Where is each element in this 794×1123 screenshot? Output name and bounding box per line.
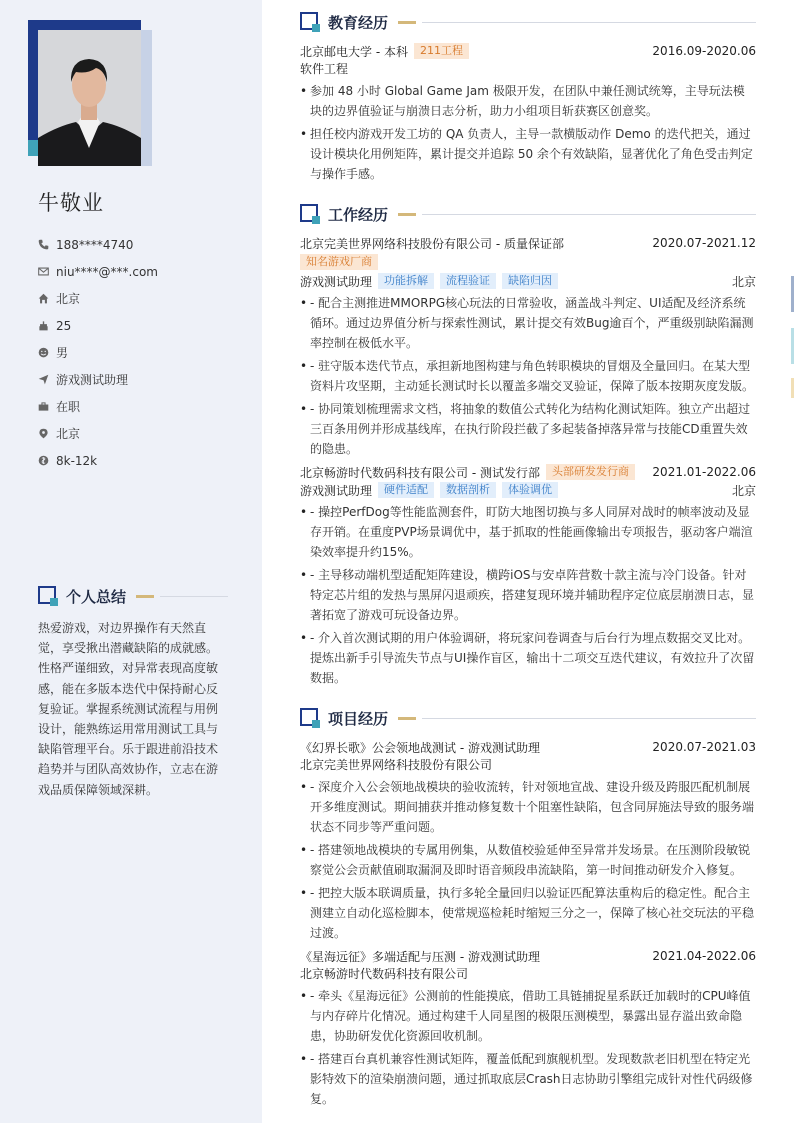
section-divider — [422, 22, 756, 23]
info-text: 北京 — [56, 427, 81, 441]
info-text: 在职 — [56, 400, 81, 414]
info-target-role — [38, 366, 248, 393]
company-tag: 知名游戏厂商 — [300, 254, 378, 270]
info-home — [38, 285, 248, 312]
job-bullets — [300, 293, 756, 459]
job-header — [300, 234, 756, 252]
send-icon — [38, 374, 56, 385]
section-header — [300, 204, 756, 224]
section-header — [38, 586, 228, 606]
info-text: 男 — [56, 346, 69, 360]
skill-tag: 功能拆解 — [378, 273, 434, 289]
project-header — [300, 738, 756, 756]
section-divider — [160, 596, 228, 597]
project-name: 《幻界长歌》公会领地战测试 - 游戏测试助理 — [300, 740, 540, 755]
cake-icon — [38, 320, 56, 331]
phone-icon — [38, 239, 56, 250]
section-divider — [422, 718, 756, 719]
page-edge-markers — [789, 0, 794, 1123]
section-title: 个人总结 — [66, 587, 127, 606]
section-title: 工作经历 — [328, 205, 389, 224]
profile-photo — [38, 30, 141, 166]
list-item: • - 配合主测推进MMORPG核心玩法的日常验收，涵盖战斗判定、UI适配及经济系统循环。通过边界值分析与探索性测试，累计提交有效Bug逾百个，严重级别缺陷漏测率控制在极低水平。 — [300, 293, 756, 353]
section-header — [300, 12, 756, 32]
avatar — [28, 20, 152, 166]
section-divider — [422, 214, 756, 215]
list-item: • 参加 48 小时 Global Game Jam 极限开发，在团队中兼任测试统筹，主导玩法模块的边界值验证与崩溃日志分析，助力小组项目斩获赛区创意奖。 — [300, 81, 756, 121]
list-item: • - 深度介入公会领地战模块的验收流转，针对领地宣战、建设升级及跨服匹配机制展开多维度测试。期间捕获并推动修复数十个阻塞性缺陷，包含同屏施法导致的服务端状态不同步等严重问题。 — [300, 777, 756, 837]
job-date: 2020.07-2021.12 — [652, 236, 756, 250]
job-bullets — [300, 502, 756, 688]
section-square-icon — [300, 204, 320, 224]
education-section — [300, 12, 756, 184]
briefcase-icon — [38, 401, 56, 412]
home-icon — [38, 293, 56, 304]
work-section — [300, 204, 756, 688]
section-title: 项目经历 — [328, 709, 389, 728]
section-gold-divider — [398, 717, 416, 720]
section-square-icon — [38, 586, 58, 606]
skill-tag: 体验调优 — [502, 482, 558, 498]
list-item: • - 驻守版本迭代节点，承担新地图构建与角色转职模块的冒烟及全量回归。在某大型资料片攻坚期，主动延长测试时长以覆盖多端交叉验证，保障了版本按期灰度发版。 — [300, 356, 756, 396]
list-item: • - 搭建百台真机兼容性测试矩阵，覆盖低配到旗舰机型。发现数款老旧机型在特定光影特效下的渲染崩溃问题，通过抓取底层Crash日志协助引擎组完成针对性代码级修复。 — [300, 1049, 756, 1109]
info-city — [38, 420, 248, 447]
section-header — [300, 708, 756, 728]
education-date: 2016.09-2020.06 — [652, 44, 756, 58]
projects-section — [300, 708, 756, 1109]
main-content — [300, 12, 756, 1109]
gender-icon — [38, 347, 56, 358]
list-item: • - 搭建领地战模块的专属用例集，从数值校验延伸至异常并发场景。在压测阶段敏锐察觉公会贡献值刷取漏洞及即时语音频段串流缺陷，第一时间推动研发介入修复。 — [300, 840, 756, 880]
summary-section — [38, 586, 228, 800]
job-city: 北京 — [731, 274, 756, 289]
job-role-row — [300, 272, 756, 290]
info-text: 游戏测试助理 — [56, 373, 129, 387]
company-name: 北京畅游时代数码科技有限公司 - 测试发行部 — [300, 465, 540, 480]
project-bullets — [300, 777, 756, 943]
info-text: niu****@***.com — [56, 264, 158, 279]
section-gold-divider — [398, 213, 416, 216]
list-item: • - 牵头《星海远征》公测前的性能摸底，借助工具链捕捉星系跃迁加载时的CPU峰值与内存碎片化情况。通过构建千人同星图的极限压测模型，暴露出显存溢出致命隐患，协助研发优化资源回收机制。 — [300, 986, 756, 1046]
school-tag: 211工程 — [414, 43, 469, 59]
project-bullets — [300, 986, 756, 1109]
company-tag: 头部研发发行商 — [546, 464, 635, 480]
major: 软件工程 — [300, 62, 349, 76]
job-role: 游戏测试助理 — [300, 274, 373, 289]
info-age — [38, 312, 248, 339]
summary-text: 热爱游戏，对边界操作有天然直觉，享受揪出潜藏缺陷的成就感。性格严谨细致，对异常表现高度敏感，能在多版本迭代中保持耐心反复验证。掌握系统测试流程与用例设计，能熟练运用常用测试工具与缺陷管理平台。乐于跟进前沿技术趋势并与团队高效协作，立志在游戏品质保障领域深耕。 — [38, 621, 219, 797]
section-gold-divider — [136, 595, 154, 598]
section-title: 教育经历 — [328, 13, 389, 32]
job-header — [300, 463, 756, 481]
location-pin-icon — [38, 428, 56, 439]
project-entry — [300, 738, 756, 943]
info-gender — [38, 339, 248, 366]
project-entry — [300, 947, 756, 1109]
school-name: 北京邮电大学 - 本科 — [300, 44, 408, 59]
info-text: 北京 — [56, 292, 81, 306]
skill-tag: 硬件适配 — [378, 482, 434, 498]
list-item: • - 操控PerfDog等性能监测套件，盯防大地图切换与多人同屏对战时的帧率波动及显存开销。在重度PVP场景调优中，基于抓取的性能画像输出专项报告，驱动客户端渲染效率提升约15%。 — [300, 502, 756, 562]
info-salary — [38, 447, 248, 474]
project-company: 北京完美世界网络科技股份有限公司 — [300, 758, 493, 772]
info-phone — [38, 231, 248, 258]
list-item: • - 介入首次测试期的用户体验调研，将玩家问卷调查与后台行为埋点数据交叉比对。提炼出新手引导流失节点与UI操作盲区，输出十二项交互迭代建议，有效拉升了次留数据。 — [300, 628, 756, 688]
project-name: 《星海远征》多端适配与压测 - 游戏测试助理 — [300, 949, 540, 964]
contact-info-list — [38, 231, 248, 474]
list-item: • - 主导移动端机型适配矩阵建设，横跨iOS与安卓阵营数十款主流与冷门设备。针对特定芯片组的发热与黑屏闪退顽疾，搭建复现环境并辅助程序定位底层崩溃日志，显著拓宽了游戏可玩设备边界。 — [300, 565, 756, 625]
job-role-row — [300, 481, 756, 499]
section-square-icon — [300, 708, 320, 728]
project-date: 2020.07-2021.03 — [652, 740, 756, 754]
project-header — [300, 947, 756, 965]
skill-tag: 缺陷归因 — [502, 273, 558, 289]
education-bullets — [300, 81, 756, 184]
mail-icon — [38, 266, 56, 277]
info-text: 25 — [56, 318, 72, 333]
section-square-icon — [300, 12, 320, 32]
sidebar — [0, 0, 262, 1123]
job-entry — [300, 234, 756, 459]
job-city: 北京 — [731, 483, 756, 498]
project-date: 2021.04-2022.06 — [652, 949, 756, 963]
info-email — [38, 258, 248, 285]
list-item: • - 协同策划梳理需求文档，将抽象的数值公式转化为结构化测试矩阵。独立产出超过三百条用例并形成基线库，在执行阶段拦截了多起装备掉落异常与技能CD重置失效的隐患。 — [300, 399, 756, 459]
skill-tag: 流程验证 — [440, 273, 496, 289]
project-company: 北京畅游时代数码科技有限公司 — [300, 967, 469, 981]
salary-icon — [38, 455, 56, 466]
info-text: 8k-12k — [56, 453, 98, 468]
profile-name: 牛敬业 — [38, 191, 104, 215]
section-gold-divider — [398, 21, 416, 24]
job-date: 2021.01-2022.06 — [652, 465, 756, 479]
skill-tag: 数据剖析 — [440, 482, 496, 498]
info-status — [38, 393, 248, 420]
education-entry-header — [300, 42, 756, 60]
list-item: • 担任校内游戏开发工坊的 QA 负责人，主导一款横版动作 Demo 的迭代把关，通过设计模块化用例矩阵，累计提交并追踪 50 余个有效缺陷，显著优化了角色受击判定与操作手感。 — [300, 124, 756, 184]
job-role: 游戏测试助理 — [300, 483, 373, 498]
company-name: 北京完美世界网络科技股份有限公司 - 质量保证部 — [300, 236, 564, 251]
list-item: • - 把控大版本联调质量，执行多轮全量回归以验证匹配算法重构后的稳定性。配合主测建立自动化巡检脚本，使常规巡检耗时缩短三分之一，保障了核心社交玩法的平稳过渡。 — [300, 883, 756, 943]
info-text: 188****4740 — [56, 237, 134, 252]
job-entry — [300, 463, 756, 688]
